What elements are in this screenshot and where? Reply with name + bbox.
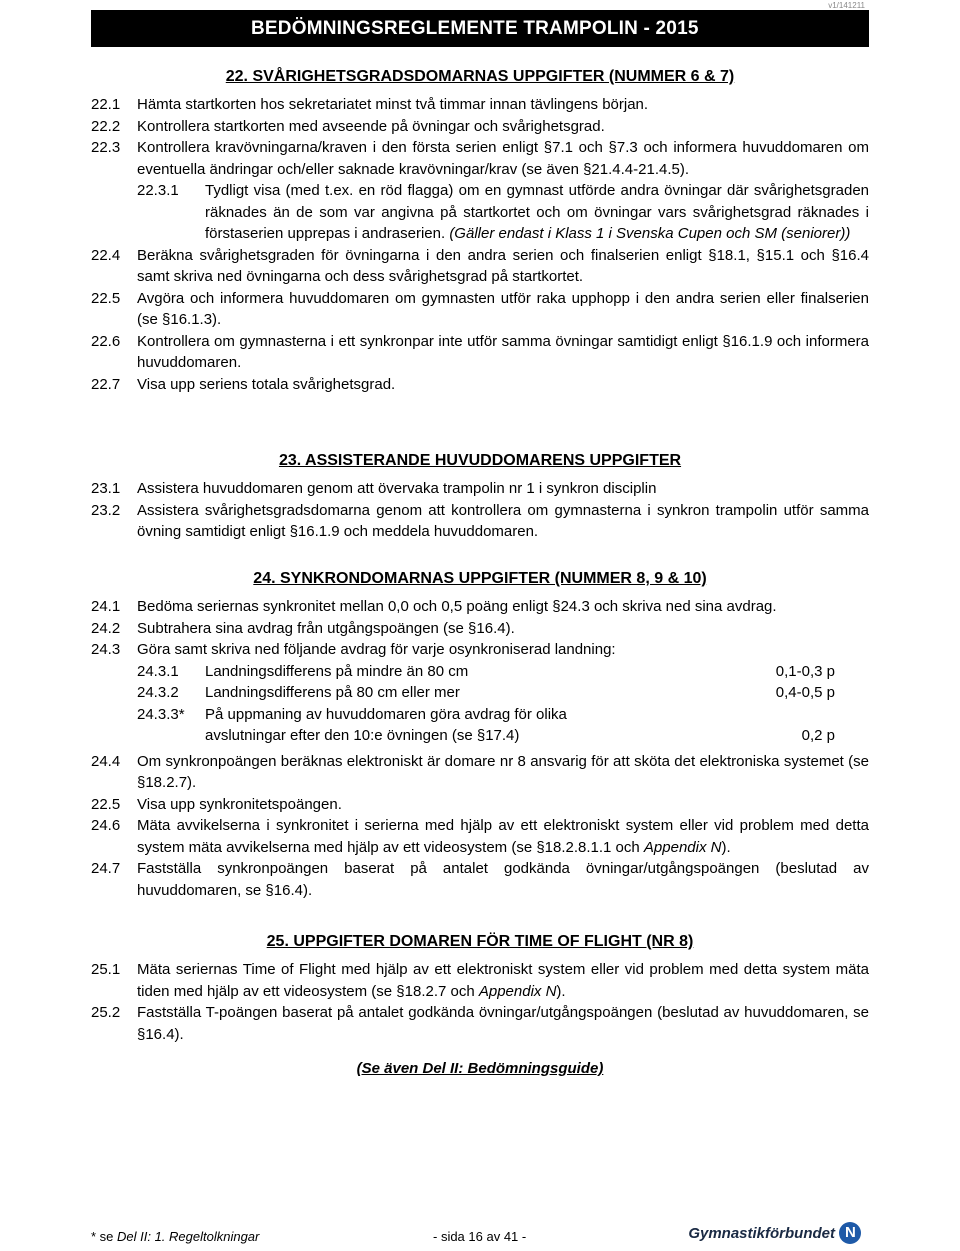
see-also-note: (Se även Del II: Bedömningsguide) [356,1060,604,1077]
list-item: 24.7 Fastställa synkronpoängen baserat på antalet godkända övningar/utgångspoängen (beslutad av huvuddomaren, se §16.4). [91,860,869,899]
organization-logo [688,1222,861,1244]
section-heading: 23. ASSISTERANDE HUVUDDOMARENS UPPGIFTER [278,452,682,469]
list-item: 24.3 Göra samt skriva ned följande avdrag för varje osynkroniserad landning: [91,641,616,658]
list-item: 22.2 Kontrollera startkorten med avseende på övningar och svårighetsgrad. [91,117,605,135]
deduction-row: avslutningar efter den 10:e övningen (se §17.4) 0,2 p [205,727,835,744]
page-number: - sida 16 av 41 - [433,1229,527,1244]
list-item: 22.6 Kontrollera om gymnasterna i ett synkronpar inte utför samma övningar samtidigt enligt §16.1.9 och informera huvuddomaren. [91,332,869,371]
list-item: 22.3 Kontrollera kravövningarna/kraven i den första serien enligt §7.1 och §7.3 och informera huvuddomaren om eventuella ändringar och/eller saknade kravövningar/krav (se även §21.4.4-21.4.5). [91,139,869,178]
section-22 [91,68,869,395]
list-item: 22.1 Hämta startkorten hos sekretariatet minst två timmar innan tävlingens början. [91,96,649,113]
logo-text: Gymnastikförbundet [688,1224,835,1242]
list-item: 25.1 Mäta seriernas Time of Flight med hjälp av ett elektroniskt system eller vid problem med detta system mäta tiden med hjälp av ett videosystem (se §18.2.7 och Appendix N). [91,961,869,1000]
list-item: 23.2 Assistera svårighetsgradsdomarna genom att kontrollera om gymnasterna i synkron trampolin utför samma övning samtidigt enligt §16.1.9 och meddela huvuddomaren. [91,501,869,540]
section-heading: 22. SVÅRIGHETSGRADSDOMARNAS UPPGIFTER (NUMMER 6 & 7) [225,68,735,85]
list-item: 22.5 Visa upp synkronitetspoängen. [91,795,342,813]
section-23 [91,452,869,543]
list-item: 24.6 Mäta avvikelserna i synkronitet i serierna med hjälp av ett elektroniskt system eller vid problem med detta system mäta avvikelserna med hjälp av ett videosystem (se §18.2.8.1.1 och Appendix N). [91,817,869,856]
page-footer [91,1226,869,1250]
sub-item: 22.3.1 Tydligt visa (med t.ex. en röd flagga) om en gymnast utförde andra övningar där svårighetsgraden räknades än de som var angivna på startkortet och om övningar vars svårighetsgrad räknades i förstaserien upprepas i andraserien. (Gäller endast i Klass 1 i Svenska Cupen och SM (seniorer)) [137,182,869,242]
logo-icon: N [839,1222,861,1244]
header-banner [91,10,869,47]
list-item: 24.1 Bedöma seriernas synkronitet mellan 0,0 och 0,5 poäng enligt §24.3 och skriva ned sina avdrag. [91,598,777,615]
list-item: 25.2 Fastställa T-poängen baserat på antalet godkända övningar/utgångspoängen (beslutad av huvuddomaren, se §16.4). [91,1004,869,1043]
deduction-row: 24.3.1 Landningsdifferens på mindre än 80 cm 0,1-0,3 p [137,662,835,680]
list-item: 22.7 Visa upp seriens totala svårighetsgrad. [91,375,396,393]
deduction-row: 24.3.2 Landningsdifferens på 80 cm eller mer 0,4-0,5 p [137,684,835,701]
section-25 [91,933,869,1045]
section-heading: 24. SYNKRONDOMARNAS UPPGIFTER (NUMMER 8, 9 & 10) [253,570,707,587]
list-item: 22.4 Beräkna svårighetsgraden för övningarna i den andra serien och finalserien enligt §18.1, §15.1 och §16.4 samt skriva ned övningarna och dess svårighetsgrad på startkortet. [91,246,869,285]
list-item: 24.2 Subtrahera sina avdrag från utgångspoängen (se §16.4). [91,619,515,637]
deduction-row: 24.3.3* På uppmaning av huvuddomaren göra avdrag för olika [137,705,567,723]
list-item: 24.4 Om synkronpoängen beräknas elektroniskt är domare nr 8 ansvarig för att sköta det elektroniska systemet (se §18.2.7). [91,752,869,791]
section-24 [91,570,869,901]
list-item: 22.5 Avgöra och informera huvuddomaren om gymnasten utför raka upphopp i den andra serien eller finalserien (se §16.1.3). [91,289,869,328]
list-item: 23.1 Assistera huvuddomaren genom att övervaka trampolin nr 1 i synkron disciplin [91,480,657,497]
section-heading: 25. UPPGIFTER DOMAREN FÖR TIME OF FLIGHT (NR 8) [266,933,694,950]
footnote: * se Del II: 1. Regeltolkningar [91,1229,260,1244]
version-label: v1/141211 [828,1,865,10]
document-title: BEDÖMNINGSREGLEMENTE TRAMPOLIN - 2015 [251,18,699,39]
